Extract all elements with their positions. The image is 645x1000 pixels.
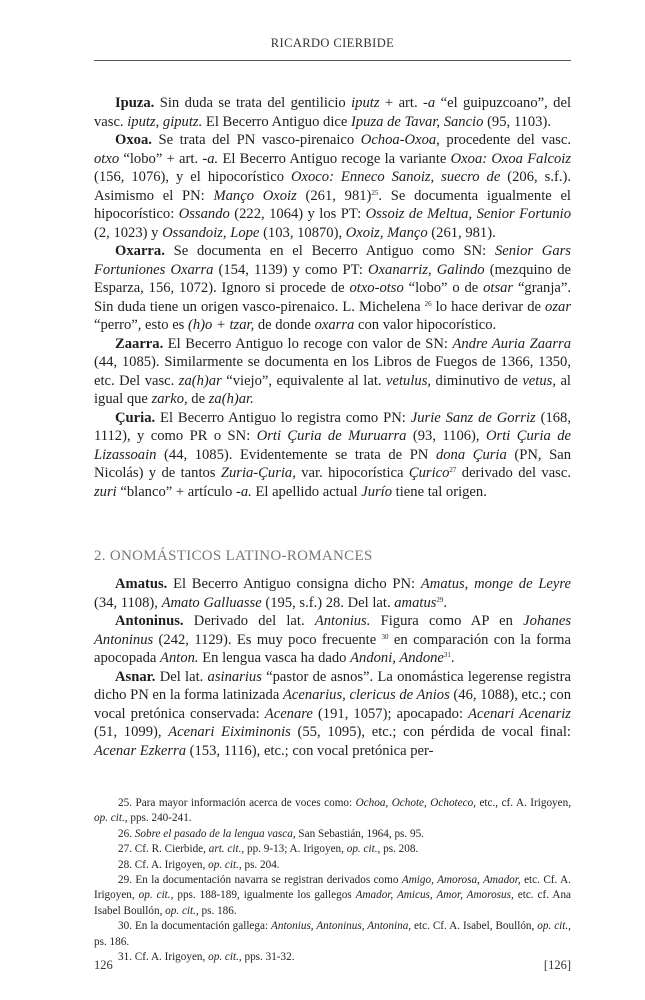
italic-term: Oxoa: Oxoa Falcoiz [450, 150, 572, 167]
text-run: lo hace derivar de [431, 298, 546, 315]
italic-term: ozar [545, 298, 571, 315]
text-run: 29. En la documentación navarra se registran derivados como [118, 874, 402, 887]
italic-term: Johanes Antoninus [94, 613, 571, 648]
text-run: El Becerro Antiguo dice [202, 113, 351, 130]
footnote [94, 950, 571, 965]
text-run: El Becerro Antiguo consigna dicho PN: [167, 576, 421, 592]
text-run: ps. 204. [241, 858, 280, 871]
footnote-ref[interactable]: 30 [381, 632, 389, 641]
italic-term: Oxoco: Enneco Sanoiz, suecro de [290, 169, 501, 185]
italic-term: zarko, [151, 391, 188, 407]
text-run: etc. cf. Ana Isabel Boullón, [94, 889, 572, 917]
text-run: ps. 208. [380, 843, 419, 856]
entry-paragraph [94, 575, 571, 612]
italic-term: op. cit., [138, 889, 174, 902]
entry-lemma: Zaarra. [115, 335, 164, 352]
italic-term: Orti Çuria de Lizassoain [94, 428, 571, 463]
entry-paragraph [94, 94, 571, 131]
footnote [94, 858, 571, 873]
page-number-bracketed: [126] [543, 958, 571, 972]
italic-term: Amato Galluasse [161, 594, 262, 611]
italic-term: Anton. [160, 650, 199, 666]
text-run: . Se documenta igualmente el hipocorístico: [94, 187, 571, 222]
text-run: (156, 1076), y el hipocorístico [94, 169, 291, 185]
italic-term: otxo-otso [349, 280, 404, 296]
text-run: (34, 1108), [94, 594, 162, 611]
italic-term: otxo [94, 150, 120, 167]
section-heading: 2. ONOMÁSTICOS LATINO-ROMANCES [94, 548, 373, 564]
text-run: “lobo” o de [403, 280, 484, 296]
page-number: 126 [94, 958, 113, 972]
text-run: etc. Cf. A. Isabel, Boullón, [411, 920, 538, 933]
entry-lemma: Oxarra. [115, 243, 165, 259]
italic-term: Zuria-Çuria, [220, 465, 296, 481]
entries-section-2 [94, 575, 571, 760]
text-run: en comparación con la forma apocopada [94, 631, 572, 666]
text-run: El Becerro Antiguo lo registra como PN: [155, 409, 411, 426]
text-run: Se documenta en el Becerro Antiguo como SN: [164, 243, 495, 259]
entry-lemma: Oxoa. [115, 132, 152, 148]
italic-term: Amatus, monge de Leyre [420, 576, 571, 592]
italic-term: zuri [94, 483, 117, 500]
text-run: tiene tal origen. [392, 483, 487, 500]
header-rule [94, 60, 571, 61]
text-run: “viejo”, equivalente al lat. [221, 372, 387, 389]
italic-term: Acenar Ezkerra [94, 742, 186, 759]
italic-term: Andre Auria Zaarra [452, 335, 571, 352]
italic-term: (h)o + tzar, [188, 317, 255, 333]
italic-term: Ochoa-Oxoa, [360, 132, 440, 148]
entry-lemma: Antoninus. [115, 613, 184, 629]
text-run: var. hipocorística [295, 465, 409, 481]
entry-paragraph [94, 612, 571, 668]
text-run: con valor hipocorístico. [354, 317, 497, 333]
footnote [94, 919, 571, 950]
text-run: 28. Cf. A. Irigoyen, [118, 858, 209, 871]
text-run: El Becerro Antiguo lo recoge con valor de SN: [163, 335, 453, 352]
italic-term: Çurico [408, 465, 450, 481]
italic-term: vetulus, [386, 372, 432, 389]
italic-term: oxarra [314, 317, 355, 333]
text-run: derivado del vasc. [456, 465, 571, 481]
text-run: pps. 240-241. [127, 812, 192, 825]
text-run: de [187, 391, 209, 407]
text-run: (55, 1095), etc.; con pérdida de vocal final: [290, 724, 571, 740]
footnote-ref[interactable]: 29 [436, 595, 444, 604]
text-run: (222, 1064) y los PT: [229, 206, 366, 222]
entry-paragraph [94, 131, 571, 242]
italic-term: Acenari Acenariz [468, 705, 571, 722]
italic-term: asinarius [207, 668, 262, 685]
italic-term: Acenari Eiximinonis [168, 724, 291, 740]
text-run: (44, 1085). Similarmente se documenta en los Libros de Fuegos de 1366, 1350, etc. Del vasc. [94, 354, 571, 389]
text-run: (242, 1129). Es muy poco frecuente [153, 631, 382, 648]
text-run: El apellido actual [251, 483, 362, 500]
text-run: Se trata del PN vasco-pirenaico [151, 132, 361, 148]
italic-term: Senior Gars Fortuniones Oxarra [94, 243, 571, 278]
italic-term: op. cit., [165, 904, 199, 917]
italic-term: -a [423, 95, 436, 111]
text-run: 25. Para mayor información acerca de voces como: [118, 797, 356, 809]
entry-lemma: Amatus. [115, 576, 168, 592]
italic-term: op. cit., [346, 843, 381, 856]
text-run: (95, 1103). [483, 113, 551, 130]
text-run: (261, 981) [296, 187, 372, 204]
entry-lemma: Çuria. [115, 409, 156, 426]
text-run: (191, 1057); apocapado: [312, 705, 469, 722]
italic-term: Antonius, Antoninus, Antonina, [271, 920, 412, 933]
text-run: (mezquino de Esparza, 156, 1072). Ignoro si procede de [94, 261, 571, 296]
text-run: 26. [118, 827, 135, 840]
text-run: 27. Cf. R. Cierbide, [118, 843, 209, 856]
italic-term: Andoni, Andone [350, 650, 444, 666]
italic-term: amatus [394, 594, 437, 611]
italic-term: Jurie Sanz de Gorriz [410, 409, 536, 426]
text-run: ps. 186. [94, 935, 130, 948]
italic-term: Oxoiz, Manço [345, 224, 428, 241]
text-run: + art. [379, 95, 424, 111]
text-run: (2, 1023) y [94, 224, 163, 241]
italic-term: Sobre el pasado de la lengua vasca, [134, 827, 296, 840]
text-run: En lengua vasca ha dado [198, 650, 351, 666]
text-run: (46, 1088), etc.; con vocal pretónica conservada: [94, 687, 572, 722]
text-run: Del lat. [155, 668, 208, 685]
footnote-ref[interactable]: 27 [449, 466, 457, 474]
italic-term: op. cit., [537, 920, 571, 933]
text-run: (93, 1106), [406, 428, 486, 444]
text-run: procedente del vasc. [439, 132, 571, 148]
text-run: (51, 1099), [94, 724, 169, 740]
text-run: “lobo” + art. [119, 150, 203, 167]
text-run: . [450, 650, 455, 666]
italic-term: Manço Oxoiz [213, 187, 297, 204]
entry-paragraph [94, 409, 571, 502]
footnote-ref[interactable]: 26 [424, 299, 432, 308]
footnote-ref[interactable]: 25 [371, 188, 379, 197]
text-run: “granja”. Sin duda tiene un origen vasco-pirenaico. L. Michelena [94, 280, 572, 315]
italic-term: Ipuza de Tavar, Sancio [350, 113, 484, 130]
italic-term: Jurío [361, 483, 393, 500]
text-run: Sin duda se trata del gentilicio [154, 95, 352, 111]
text-run: pps. 31-32. [241, 951, 295, 964]
footnote [94, 873, 571, 919]
entry-paragraph [94, 668, 571, 761]
footnote-ref[interactable]: 31 [443, 651, 451, 659]
footnote [94, 827, 571, 842]
text-run: de donde [254, 317, 315, 333]
italic-term: Ossoiz de Meltua, Senior Fortunio [365, 206, 571, 222]
italic-term: za(h)ar. [208, 391, 254, 407]
text-run: (44, 1085). Evidentemente se trata de PN [156, 446, 436, 463]
text-run: 30. En la documentación gallega: [118, 920, 272, 933]
text-run: (PN, San Nicolás) y de tantos [94, 446, 571, 481]
text-run: . [443, 594, 448, 611]
italic-term: za(h)ar [178, 372, 222, 389]
text-run: etc., cf. A. Irigoyen, [475, 797, 572, 809]
footnote [94, 796, 571, 827]
italic-term: Amigo, Amorosa, Amador, [401, 874, 521, 887]
text-run: (261, 981). [427, 224, 496, 241]
text-run: El Becerro Antiguo recoge la variante [218, 150, 451, 167]
italic-term: vetus, [522, 372, 556, 389]
text-run: (154, 1139) y como PT: [213, 261, 369, 278]
italic-term: -a. [202, 150, 219, 167]
text-run: Derivado del lat. [183, 613, 315, 629]
entry-lemma: Asnar. [115, 668, 156, 685]
italic-term: op. cit., [208, 858, 242, 871]
text-run: (153, 1116), etc.; con vocal pretónica per- [186, 742, 434, 759]
text-run: al igual que [94, 372, 571, 407]
text-run: (195, s.f.) 28. Del lat. [261, 594, 395, 611]
italic-term: Ossando [178, 206, 230, 222]
text-run: 31. Cf. A. Irigoyen, [118, 951, 209, 964]
text-run: (206, s.f.). Asimismo el PN: [94, 169, 571, 204]
italic-term: iputz [351, 95, 380, 111]
italic-term: art. cit., [208, 843, 245, 856]
footnotes [94, 796, 571, 965]
italic-term: -a. [235, 483, 252, 500]
text-run: diminutivo de [431, 372, 523, 389]
italic-term: dona Çuria [435, 446, 507, 463]
entries-section-1 [94, 94, 571, 501]
italic-term: Orti Çuria de Muruarra [256, 428, 407, 444]
italic-term: Ossandoiz, Lope [162, 224, 260, 241]
text-run: pp. 9-13; A. Irigoyen, [244, 843, 347, 856]
text-run: San Sebastián, 1964, ps. 95. [295, 827, 424, 840]
entry-paragraph [94, 335, 571, 409]
italic-term: Acenare [264, 705, 313, 722]
text-run: (103, 10870), [259, 224, 346, 241]
running-head: RICARDO CIERBIDE [270, 36, 395, 50]
entry-lemma: Ipuza. [115, 95, 155, 111]
text-run: ps. 186. [198, 904, 237, 917]
text-run: “perro”, esto es [94, 317, 189, 333]
text-run: “el guipuzcoano”, del vasc. [94, 95, 571, 130]
italic-term: Acenarius, clericus de Anios [282, 687, 450, 703]
italic-term: iputz, giputz. [127, 113, 203, 130]
italic-term: op. cit., [94, 812, 128, 825]
entry-paragraph [94, 242, 571, 335]
italic-term: Amador, Amicus, Amor, Amorosus, [355, 889, 514, 902]
text-run: (168, 1112), y como PR o SN: [94, 409, 571, 444]
italic-term: Ochoa, Ochote, Ochoteco, [355, 797, 476, 809]
text-run: “pastor de asnos”. La onomástica legerense registra dicho PN en la forma latinizada [94, 668, 571, 703]
text-run: Figura como AP en [370, 613, 524, 629]
footnote [94, 842, 571, 857]
italic-term: Oxanarriz, Galindo [368, 261, 485, 278]
italic-term: otsar [483, 280, 514, 296]
italic-term: Antonius. [314, 613, 371, 629]
text-run: pps. 188-189, igualmente los gallegos [173, 889, 356, 902]
italic-term: op. cit., [208, 951, 242, 964]
text-run: etc. Cf. A. Irigoyen, [94, 874, 571, 902]
text-run: “blanco” + artículo [116, 483, 236, 500]
